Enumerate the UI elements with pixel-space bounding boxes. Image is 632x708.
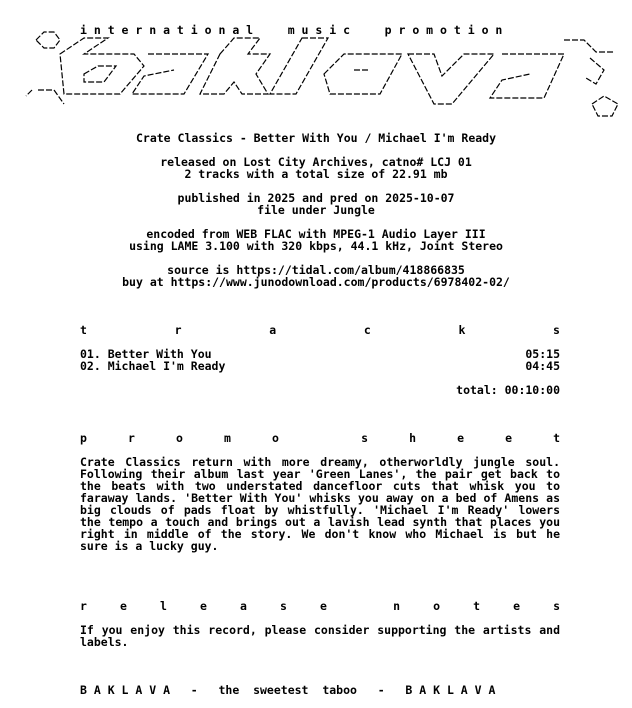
promo-heading [80, 432, 560, 444]
promo-text: Crate Classics return with more dreamy, otherworldly jungle soul. Following their album last year 'Green Lanes', the pair get back to the beats with two understated dancefloor cuts that whisk you to faraway lands. 'Better With You' whisks you away on a bed of Amens as big clouds of pads float by whistfully. 'Michael I'm Ready' lowers the tempo a touch and brings out a lavish lead synth that places you right in middle of the story. We don't know who Michael is but he sure is a lucky guy. [80, 455, 560, 553]
heading-letter: m [224, 431, 231, 445]
heading-letter: r [128, 431, 135, 445]
heading-letter: r [174, 323, 182, 337]
total-time: total: 00:10:00 [456, 383, 560, 397]
heading-letter: s [553, 323, 560, 337]
heading-letter: e [200, 599, 207, 613]
source-line: source is https://tidal.com/album/418866835 [167, 263, 465, 277]
heading-letter: t [473, 599, 480, 613]
label-line: released on Lost City Archives, catno# LCJ 01 [160, 155, 472, 169]
heading-letter: o [272, 431, 279, 445]
heading-letter: e [505, 431, 512, 445]
tagline: i n t e r n a t i o n a l m u s i c p r o m o t i o n [80, 23, 503, 37]
track-label: 02. Michael I'm Ready [80, 359, 226, 373]
heading-letter: h [409, 431, 416, 445]
heading-letter: e [120, 599, 127, 613]
heading-letter: e [457, 431, 464, 445]
heading-letter: l [160, 599, 167, 613]
heading-letter: s [361, 431, 368, 445]
heading-letter: o [433, 599, 440, 613]
baklava-logo [24, 18, 624, 122]
lame-line: using LAME 3.100 with 320 kbps, 44.1 kHz, Joint Stereo [129, 239, 503, 253]
encoded-line: encoded from WEB FLAC with MPEG-1 Audio Layer III [146, 227, 486, 241]
heading-letter: a [269, 323, 277, 337]
heading-letter: c [363, 323, 371, 337]
notes-text: If you enjoy this record, please consider supporting the artists and labels. [80, 623, 560, 649]
heading-letter: o [176, 431, 183, 445]
tracks-heading [80, 324, 560, 336]
heading-letter: s [553, 599, 560, 613]
heading-letter: e [513, 599, 520, 613]
heading-letter: s [280, 599, 287, 613]
track-label: 01. Better With You [80, 347, 212, 361]
heading-letter: a [240, 599, 247, 613]
heading-letter: t [553, 431, 560, 445]
track-time: 04:45 [525, 359, 560, 373]
track-time: 05:15 [525, 347, 560, 361]
heading-letter: n [393, 599, 400, 613]
published-line: published in 2025 and pred on 2025-10-07 [177, 191, 455, 205]
tracks-line: 2 tracks with a total size of 22.91 mb [184, 167, 448, 181]
heading-letter: k [458, 323, 466, 337]
footer: B A K L A V A - the sweetest taboo - B A K L A V A [80, 683, 496, 697]
genre-line: file under Jungle [257, 203, 375, 217]
release-title: Crate Classics - Better With You / Michael I'm Ready [135, 131, 497, 145]
buy-line: buy at https://www.junodownload.com/products/6978402-02/ [122, 275, 510, 289]
track-row [80, 360, 560, 372]
heading-letter: r [80, 599, 87, 613]
notes-heading [80, 600, 560, 612]
heading-letter: e [320, 599, 327, 613]
heading-letter: t [80, 323, 87, 337]
heading-letter: p [80, 431, 87, 445]
